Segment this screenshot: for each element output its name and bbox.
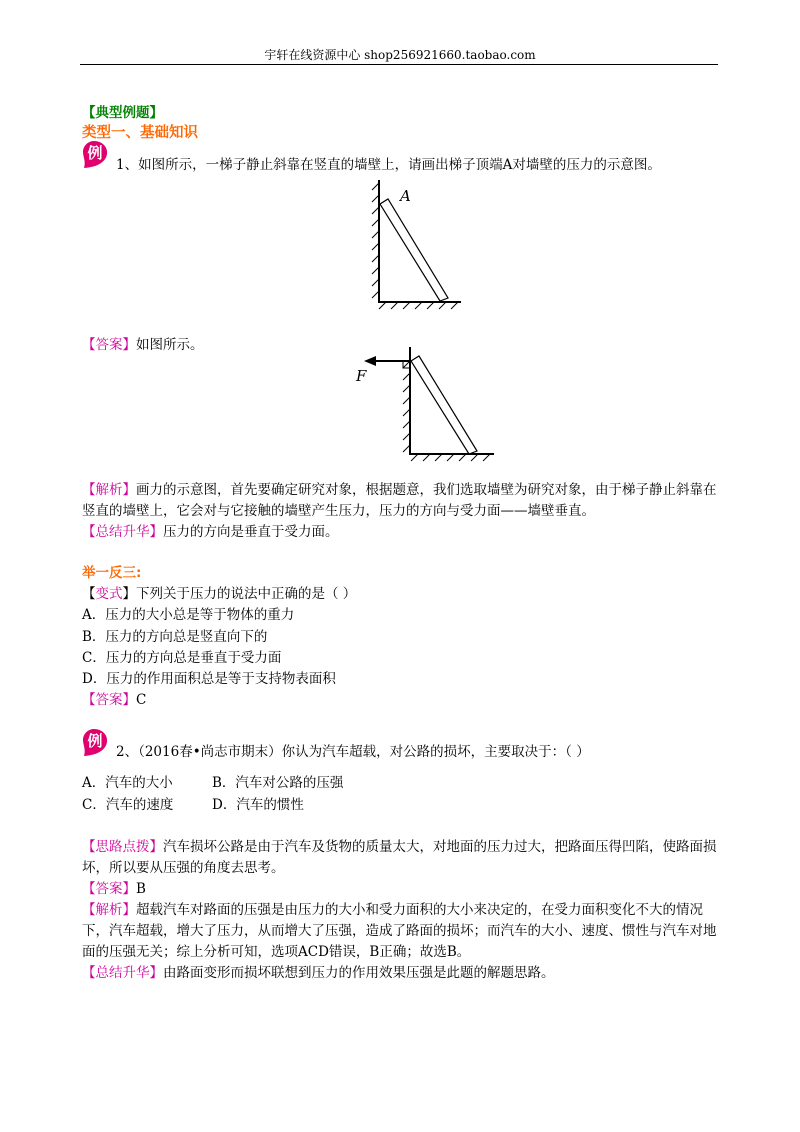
variant-tag-open: 【 bbox=[82, 586, 96, 602]
analysis2-text1: 超载汽车对路面的压强是由压力的大小和受力面积的大小来决定的，在受力面积变化不大的情况 bbox=[136, 902, 703, 918]
variant-option-c: C．压力的方向总是垂直于受力面 bbox=[82, 650, 282, 666]
ex2-option-d: D．汽车的惯性 bbox=[212, 797, 304, 813]
variant-tag-close: 】 bbox=[122, 586, 136, 602]
answer2-text: B bbox=[136, 881, 146, 897]
example2-question: 2、（2016春•尚志市期末）你认为汽车超载，对公路的损坏，主要取决于：（ ） bbox=[116, 744, 590, 760]
variant-answer-text: C bbox=[136, 692, 147, 708]
summary2-text: 由路面变形而损坏联想到压力的作用效果压强是此题的解题思路。 bbox=[163, 965, 555, 981]
variant-tag-word: 变式 bbox=[95, 586, 123, 602]
analysis1-line2: 竖直的墙壁上，它会对与它接触的墙壁产生压力，压力的方向与受力面——墙壁垂直。 bbox=[82, 503, 595, 519]
analysis2-tag: 【解析】 bbox=[82, 902, 136, 918]
force-figure bbox=[352, 347, 497, 465]
answer2-line bbox=[82, 877, 146, 897]
variant-option-a: A．压力的大小总是等于物体的重力 bbox=[82, 607, 295, 623]
analysis1-line1 bbox=[82, 478, 717, 498]
example-badge-icon bbox=[80, 139, 110, 169]
summary1-text: 压力的方向是垂直于受力面。 bbox=[163, 524, 339, 540]
hint2-line2: 坏，所以要从压强的角度去思考。 bbox=[82, 860, 285, 876]
summary2-tag: 【总结升华】 bbox=[82, 965, 163, 981]
variant-option-b: B．压力的方向总是竖直向下的 bbox=[82, 629, 268, 645]
variant-option-d: D．压力的作用面积总是等于支持物表面积 bbox=[82, 671, 336, 687]
variant-answer-tag: 【答案】 bbox=[82, 692, 136, 708]
analysis2-line3: 面的压强无关；综上分析可知，选项ACD错误，B正确；故选B。 bbox=[82, 944, 471, 960]
answer2-tag: 【答案】 bbox=[82, 881, 136, 897]
example2-badge-text: 例 bbox=[87, 732, 103, 750]
ex2-option-c: C．汽车的速度 bbox=[82, 797, 174, 813]
summary1-line bbox=[82, 520, 339, 540]
variant-answer-line bbox=[82, 688, 146, 708]
analysis1-text1: 画力的示意图，首先要确定研究对象，根据题意，我们选取墙壁为研究对象，由于梯子静止斜靠在 bbox=[136, 482, 717, 498]
example2-badge-icon bbox=[80, 727, 110, 757]
hint2-tag: 【思路点拨】 bbox=[82, 839, 163, 855]
hint2-line1 bbox=[82, 835, 717, 855]
analysis1-tag: 【解析】 bbox=[82, 482, 136, 498]
summary2-line bbox=[82, 961, 555, 981]
summary1-tag: 【总结升华】 bbox=[82, 524, 163, 540]
answer1-line bbox=[82, 333, 204, 353]
answer1-tag: 【答案】 bbox=[82, 337, 136, 353]
ladder-figure bbox=[370, 180, 462, 315]
section-typical-examples: 【典型例题】 bbox=[82, 105, 163, 121]
example1-question: 1、如图所示，一梯子静止斜靠在竖直的墙壁上，请画出梯子顶端A对墙壁的压力的示意图。 bbox=[116, 157, 661, 173]
section-extrapolate: 举一反三: bbox=[82, 565, 142, 581]
force-label: F bbox=[356, 367, 367, 385]
analysis2-line2: 下，汽车超载，增大了压力，从而增大了压强，造成了路面的损坏；而汽车的大小、速度、惯性与汽车对地 bbox=[82, 923, 717, 939]
variant-question: 下列关于压力的说法中正确的是（ ） bbox=[136, 586, 357, 602]
hint2-text1: 汽车损坏公路是由于汽车及货物的质量太大，对地面的压力过大，把路面压得凹陷，使路面损 bbox=[163, 839, 717, 855]
ex2-option-a: A．汽车的大小 bbox=[82, 775, 173, 791]
answer1-text: 如图所示。 bbox=[136, 337, 204, 353]
ex2-option-b: B．汽车对公路的压强 bbox=[212, 775, 344, 791]
header-rule bbox=[80, 64, 718, 65]
ladder-top-label: A bbox=[400, 187, 411, 205]
section-type1-basics: 类型一、基础知识 bbox=[82, 125, 198, 141]
analysis2-line1 bbox=[82, 898, 703, 918]
variant-question-line bbox=[82, 582, 356, 602]
page-header: 宇轩在线资源中心 shop256921660.taobao.com bbox=[264, 48, 536, 62]
example-badge-text: 例 bbox=[87, 144, 103, 162]
